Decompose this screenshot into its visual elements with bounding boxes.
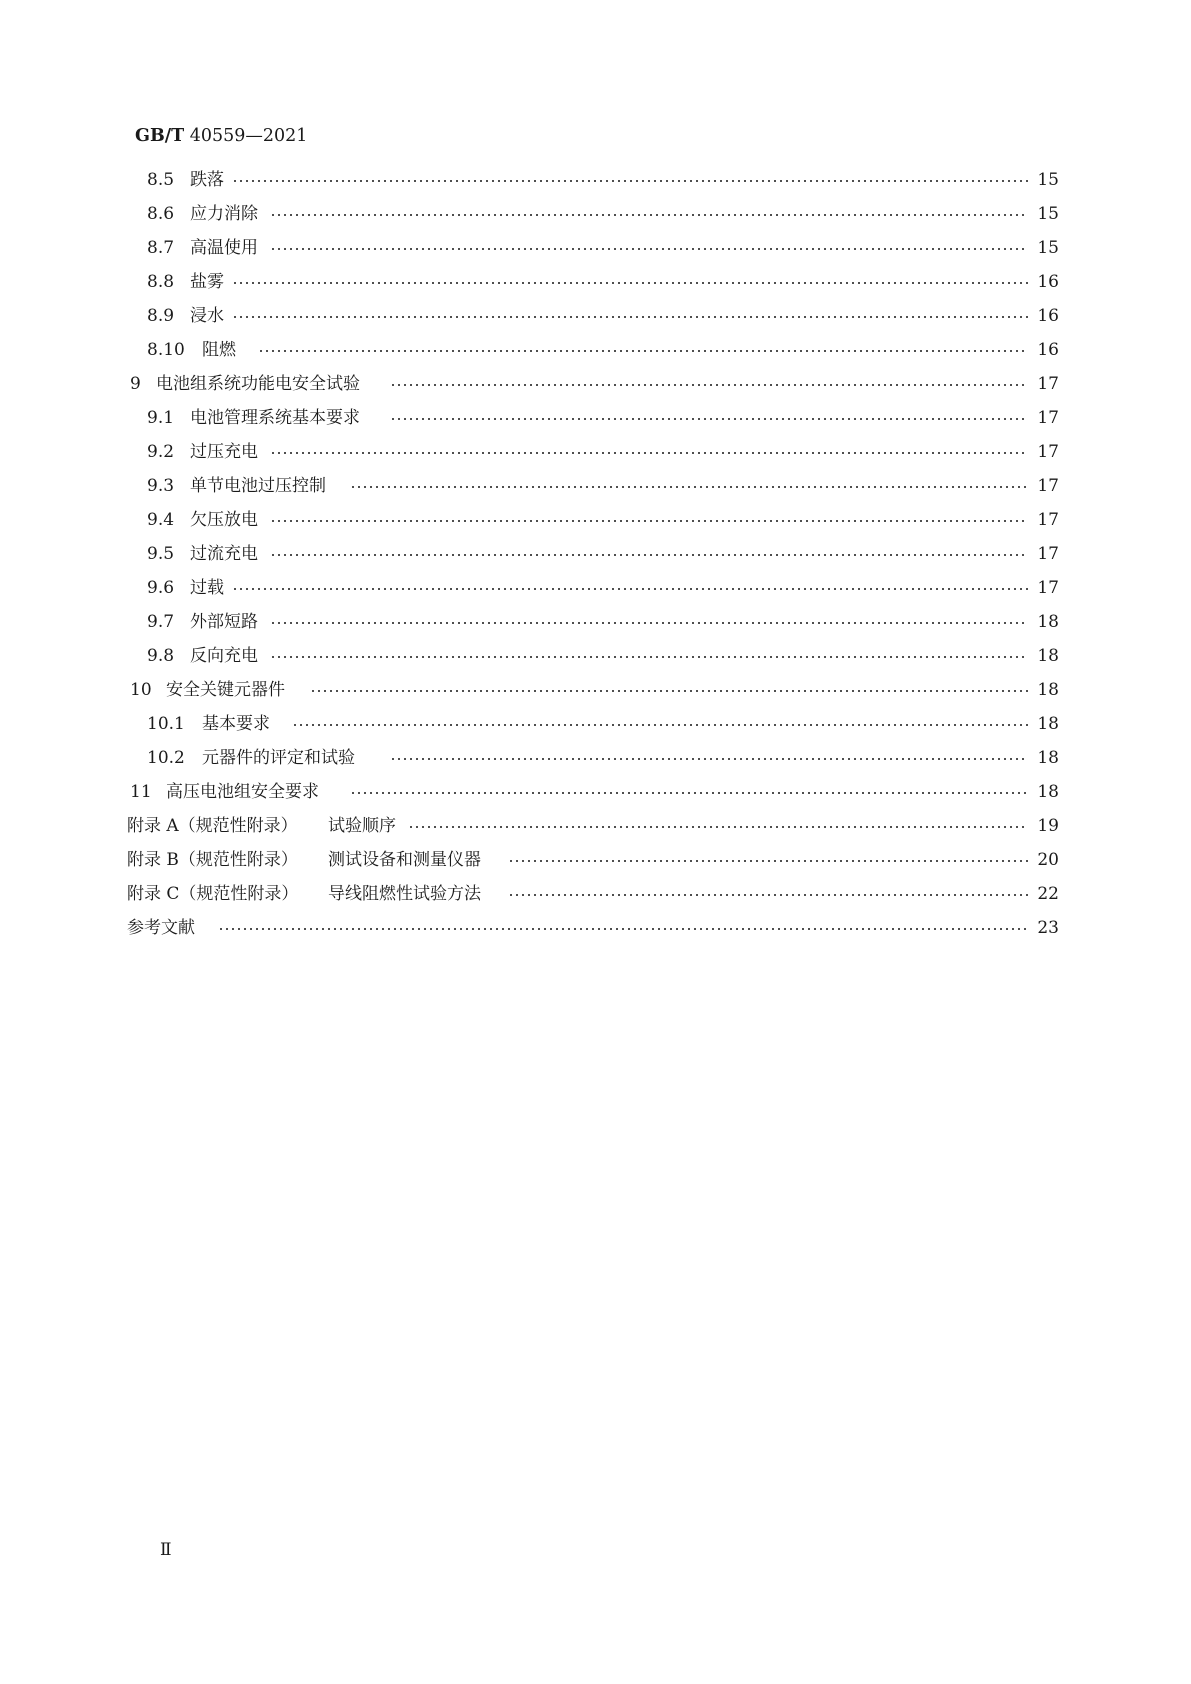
toc-entry-number: 附录 C（规范性附录）: [127, 884, 299, 904]
toc-entry-page: 16: [1037, 306, 1059, 326]
toc-entry-page: 17: [1037, 476, 1059, 496]
toc-leader-dots: [232, 177, 1028, 185]
toc-entry-number: 9: [130, 374, 141, 394]
toc-entry[interactable]: [0, 437, 1191, 467]
toc-entry-title: 反向充电: [190, 646, 258, 666]
toc-entry-number: 11: [130, 782, 152, 802]
toc-entry-page: 17: [1037, 442, 1059, 462]
toc-entry[interactable]: [0, 403, 1191, 433]
toc-entry-page: 16: [1037, 340, 1059, 360]
toc-entry-number: 8.6: [147, 204, 175, 224]
toc-entry-page: 17: [1037, 544, 1059, 564]
toc-leader-dots: [292, 721, 1028, 729]
toc-entry[interactable]: [0, 573, 1191, 603]
toc-entry[interactable]: [0, 811, 1191, 841]
toc-leader-dots: [390, 381, 1028, 389]
toc-entry-title: 盐雾: [190, 272, 224, 292]
toc-entry[interactable]: [0, 335, 1191, 365]
toc-entry-title: 浸水: [190, 306, 224, 326]
standard-prefix: GB/T: [135, 126, 185, 146]
toc-entry[interactable]: [0, 233, 1191, 263]
toc-entry-title: 电池组系统功能电安全试验: [156, 374, 360, 394]
page-folio: Ⅱ: [160, 1540, 172, 1560]
toc-entry-number: 9.2: [147, 442, 175, 462]
toc-leader-dots: [350, 483, 1028, 491]
toc-entry-page: 18: [1037, 714, 1059, 734]
toc-entry-page: 18: [1037, 782, 1059, 802]
toc-leader-dots: [270, 653, 1028, 661]
toc-entry-page: 16: [1037, 272, 1059, 292]
toc-entry-page: 15: [1037, 170, 1059, 190]
toc-entry[interactable]: [0, 165, 1191, 195]
toc-entry-page: 18: [1037, 748, 1059, 768]
toc-entry-page: 23: [1037, 918, 1059, 938]
toc-entry-page: 19: [1037, 816, 1059, 836]
toc-entry-title: 应力消除: [190, 204, 258, 224]
toc-entry-page: 17: [1037, 510, 1059, 530]
toc-leader-dots: [232, 585, 1028, 593]
toc-entry-title: 过压充电: [190, 442, 258, 462]
toc-entry[interactable]: [0, 369, 1191, 399]
toc-leader-dots: [218, 925, 1028, 933]
toc-entry[interactable]: [0, 267, 1191, 297]
toc-entry[interactable]: [0, 879, 1191, 909]
toc-leader-dots: [270, 517, 1028, 525]
toc-entry-title: 阻燃: [202, 340, 236, 360]
toc-leader-dots: [270, 619, 1028, 627]
toc-entry[interactable]: [0, 607, 1191, 637]
toc-entry-number: 9.5: [147, 544, 175, 564]
toc-entry-number: 8.10: [147, 340, 185, 360]
toc-entry-number: 9.1: [147, 408, 175, 428]
toc-leader-dots: [270, 551, 1028, 559]
toc-entry-title: 跌落: [190, 170, 224, 190]
toc-leader-dots: [310, 687, 1028, 695]
toc-entry[interactable]: [0, 641, 1191, 671]
toc-entry-number: 10.1: [147, 714, 185, 734]
toc-entry[interactable]: [0, 301, 1191, 331]
toc-entry-number: 10.2: [147, 748, 185, 768]
toc-entry-title: 试验顺序: [328, 816, 396, 836]
toc-entry-number: 附录 B（规范性附录）: [127, 850, 298, 870]
toc-entry-title: 安全关键元器件: [166, 680, 285, 700]
standard-number: 40559—2021: [189, 126, 308, 146]
toc-leader-dots: [232, 313, 1028, 321]
toc-entry-page: 17: [1037, 578, 1059, 598]
toc-leader-dots: [390, 415, 1028, 423]
toc-leader-dots: [408, 823, 1028, 831]
toc-entry-page: 18: [1037, 680, 1059, 700]
toc-entry-page: 15: [1037, 204, 1059, 224]
toc-entry[interactable]: [0, 675, 1191, 705]
toc-leader-dots: [258, 347, 1028, 355]
toc-entry-title: 过载: [190, 578, 224, 598]
toc-entry-number: 附录 A（规范性附录）: [127, 816, 298, 836]
standard-code: [135, 126, 307, 146]
toc-entry-number: 9.3: [147, 476, 175, 496]
toc-entry-number: 8.5: [147, 170, 175, 190]
toc-entry[interactable]: [0, 199, 1191, 229]
toc-entry-title: 电池管理系统基本要求: [190, 408, 360, 428]
toc-entry-title: 基本要求: [202, 714, 270, 734]
toc-entry-page: 20: [1037, 850, 1059, 870]
toc-entry[interactable]: [0, 743, 1191, 773]
toc-leader-dots: [390, 755, 1028, 763]
toc-entry-title: 测试设备和测量仪器: [328, 850, 481, 870]
toc-leader-dots: [232, 279, 1028, 287]
toc-entry-page: 17: [1037, 408, 1059, 428]
toc-entry-title: 外部短路: [190, 612, 258, 632]
toc-leader-dots: [508, 857, 1028, 865]
toc-entry[interactable]: [0, 505, 1191, 535]
toc-entry[interactable]: [0, 845, 1191, 875]
toc-leader-dots: [350, 789, 1028, 797]
toc-entry-number: 8.7: [147, 238, 175, 258]
toc-leader-dots: [508, 891, 1028, 899]
toc-entry[interactable]: [0, 471, 1191, 501]
toc-entry-page: 15: [1037, 238, 1059, 258]
toc-entry-number: 9.6: [147, 578, 175, 598]
toc-entry[interactable]: [0, 709, 1191, 739]
toc-entry-title: 参考文献: [127, 918, 195, 938]
toc-entry-number: 9.4: [147, 510, 175, 530]
toc-entry-title: 高压电池组安全要求: [166, 782, 319, 802]
toc-entry-number: 8.9: [147, 306, 175, 326]
toc-entry[interactable]: [0, 913, 1191, 943]
toc-entry[interactable]: [0, 777, 1191, 807]
toc-entry-page: 17: [1037, 374, 1059, 394]
toc-entry-title: 欠压放电: [190, 510, 258, 530]
toc-entry-title: 高温使用: [190, 238, 258, 258]
toc-entry-page: 18: [1037, 646, 1059, 666]
toc-entry-title: 过流充电: [190, 544, 258, 564]
toc-entry[interactable]: [0, 539, 1191, 569]
toc-leader-dots: [270, 245, 1028, 253]
toc-entry-page: 22: [1037, 884, 1059, 904]
toc-leader-dots: [270, 211, 1028, 219]
toc-entry-title: 导线阻燃性试验方法: [328, 884, 481, 904]
toc-entry-number: 10: [130, 680, 152, 700]
toc-entry-number: 9.8: [147, 646, 175, 666]
toc-entry-title: 单节电池过压控制: [190, 476, 326, 496]
toc-entry-page: 18: [1037, 612, 1059, 632]
toc-entry-title: 元器件的评定和试验: [202, 748, 355, 768]
toc-leader-dots: [270, 449, 1028, 457]
toc-entry-number: 8.8: [147, 272, 175, 292]
toc-entry-number: 9.7: [147, 612, 175, 632]
